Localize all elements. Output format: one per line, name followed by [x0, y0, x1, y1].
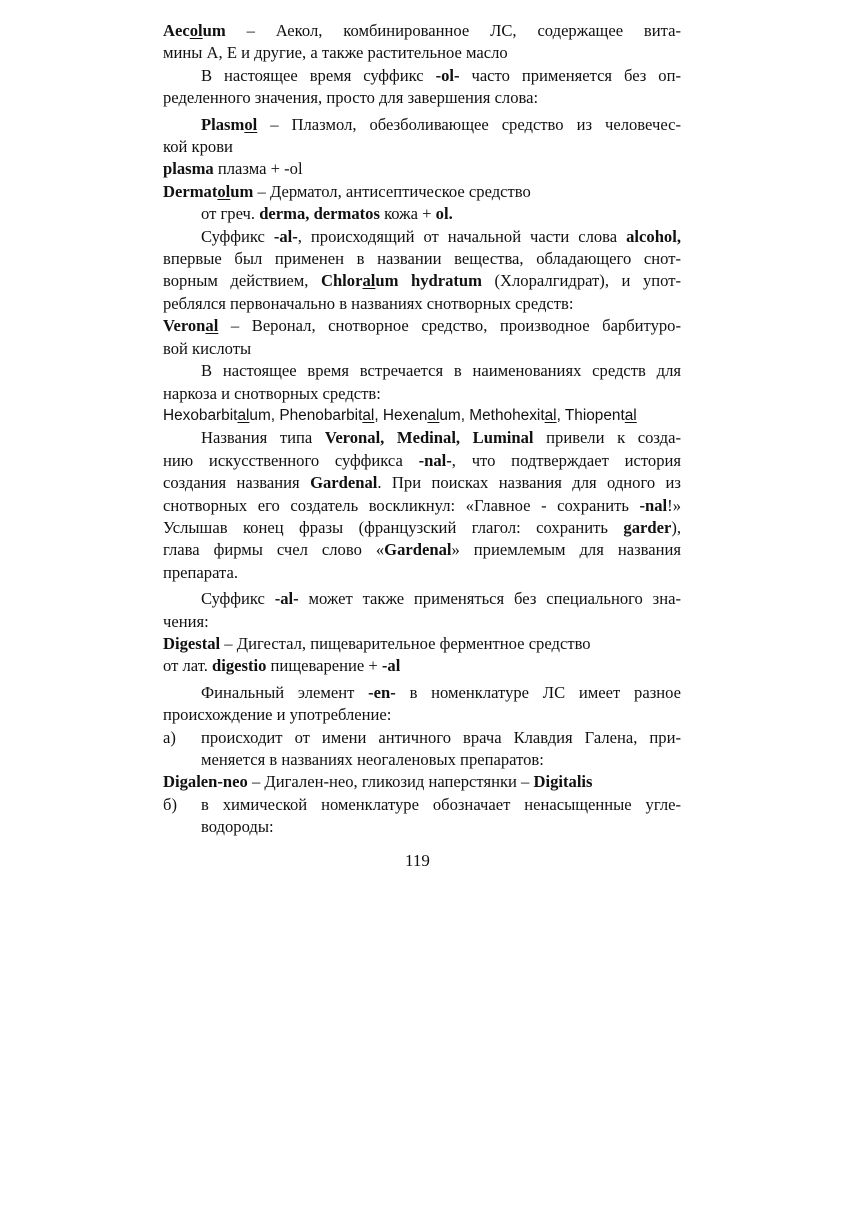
- term-part: um hydratum: [375, 271, 482, 291]
- paragraph-suffix-en: [163, 682, 681, 704]
- term: Gardenal: [384, 540, 452, 560]
- text: ворным действием,: [163, 271, 321, 291]
- text: , происходящий от начальной части слова: [297, 226, 627, 246]
- text: Суффикс: [201, 589, 275, 609]
- text-line: впервые был применен в названии вещества, обладающего снот-: [163, 249, 681, 269]
- text-line: ределенного значения, просто для завершения слова:: [163, 88, 539, 108]
- drug-underline: al: [362, 406, 375, 424]
- text: – Аекол, комбинированное ЛС, содержащее вита-: [225, 21, 681, 40]
- term: Digestal: [163, 633, 221, 653]
- text: , что подтверждает история: [451, 450, 682, 470]
- drug-underline: al: [624, 406, 637, 424]
- text: от лат.: [163, 656, 212, 676]
- etymology-derma: [163, 203, 681, 225]
- term: Veronal, Medinal, Luminal: [324, 428, 534, 448]
- text-line: происхождение и употребление:: [163, 705, 392, 725]
- text-line: в химической номенклатуре обозначает ненасыщенные угле-: [201, 794, 681, 814]
- text-line: препарата.: [163, 562, 238, 582]
- term-plasmol: [201, 115, 257, 134]
- text: » приемлемым для названия: [451, 540, 682, 560]
- term: ol.: [435, 204, 453, 224]
- text-line: чения:: [163, 611, 209, 631]
- text-line: [163, 270, 681, 292]
- suffix: -en-: [368, 682, 396, 702]
- text: Финальный элемент: [201, 682, 369, 702]
- text-line: [163, 517, 681, 539]
- suffix: -al-: [274, 589, 299, 609]
- text: создания названия: [163, 473, 311, 493]
- text: . При поисках названия для одного из: [377, 473, 681, 493]
- text: часто применяется без оп-: [459, 65, 681, 85]
- paragraph-aecolum: [163, 20, 681, 42]
- paragraph-narcosis: В настоящее время встречается в наименованиях средств для: [201, 361, 681, 381]
- paragraph-dermatolum: [163, 181, 681, 203]
- term: plasma: [163, 159, 214, 179]
- text: Суффикс: [201, 226, 274, 246]
- text: от греч.: [201, 204, 260, 224]
- text: – Дерматол, антисептическое средство: [253, 181, 531, 201]
- text-line: водороды:: [201, 817, 274, 837]
- etymology-plasma: [163, 158, 681, 180]
- drug-part: , Hexen: [374, 406, 428, 424]
- term: Gardenal: [310, 473, 378, 493]
- term-part: Dermat: [163, 181, 218, 201]
- term-part: Aec: [163, 21, 190, 40]
- text: – Плазмол, обезболивающее средство из человечес-: [257, 114, 681, 134]
- text: глава фирмы счел слово «: [163, 540, 385, 560]
- drug-underline: al: [237, 406, 250, 424]
- term: derma, dermatos: [259, 204, 380, 224]
- paragraph-suffix-ol: [163, 65, 681, 87]
- suffix: -nal: [639, 495, 668, 515]
- page-body: [163, 20, 681, 839]
- page-number: 119: [405, 851, 430, 870]
- paragraph-suffix-al-neutral: [163, 588, 681, 610]
- paragraph-plasmol: [163, 114, 681, 136]
- paragraph-veronal: [163, 315, 681, 337]
- text: привели к созда-: [533, 428, 681, 448]
- text-line: происходит от имени античного врача Клавдия Галена, при-: [201, 727, 681, 747]
- suffix: -al: [381, 656, 401, 676]
- drug-list: [163, 405, 681, 427]
- term-underline: al: [205, 316, 219, 336]
- text-line: меняется в названиях неогаленовых препаратов:: [201, 750, 544, 769]
- text-line: [163, 495, 681, 517]
- term-chloralum: [321, 271, 482, 290]
- term-underline: ol: [244, 114, 258, 134]
- text-line: реблялся первоначально в названиях снотворных средств:: [163, 293, 574, 313]
- term-underline: al: [362, 271, 376, 291]
- text: нию искусственного суффикса: [163, 450, 419, 470]
- term-underline: ol: [189, 21, 203, 40]
- text: В настоящее время суффикс: [201, 65, 436, 85]
- text-line: вой кислоты: [163, 338, 252, 358]
- text-line: [163, 539, 681, 561]
- text-line: [163, 472, 681, 494]
- paragraph-digalen: [163, 771, 681, 793]
- term-aecolum: [163, 21, 226, 40]
- drug-part: Hexobarbit: [163, 406, 238, 424]
- suffix: -al-: [273, 226, 298, 246]
- list-marker: а): [163, 727, 176, 747]
- paragraph-nal: [163, 427, 681, 449]
- text: в номенклатуре ЛС имеет разное: [395, 682, 681, 702]
- suffix: -nal-: [418, 450, 452, 470]
- text: !»: [667, 495, 681, 515]
- drug-underline: al: [427, 406, 440, 424]
- term-veronal: [163, 316, 218, 335]
- text: Услышав конец фразы (французский глагол: сохранить: [163, 517, 624, 537]
- list-marker: б): [163, 794, 177, 814]
- list-item-a: [163, 727, 681, 772]
- term-underline: ol: [217, 181, 231, 201]
- suffix: -ol-: [435, 65, 460, 85]
- text: кожа +: [379, 204, 436, 224]
- term-part: um: [202, 21, 226, 40]
- drug-part: , Thiopent: [556, 406, 625, 424]
- term-part: um: [230, 181, 254, 201]
- text: снотворных его создатель воскликнул: «Главное - сохранить: [163, 495, 640, 515]
- etymology-digestio: [163, 655, 681, 677]
- term-part: Plasm: [201, 114, 245, 134]
- list-item-b: [163, 794, 681, 839]
- text: (Хлоралгидрат), и упот-: [481, 271, 681, 291]
- text: Названия типа: [201, 428, 325, 448]
- term: digestio: [212, 656, 267, 676]
- term-dermatolum: [163, 182, 253, 201]
- drug-part: um, Methohexit: [439, 406, 545, 424]
- text: – Дигален-нео, гликозид наперстянки –: [247, 772, 534, 792]
- text: – Дигестал, пищеварительное ферментное средство: [220, 633, 591, 653]
- drug-underline: al: [544, 406, 557, 424]
- term-part: Chlor: [320, 271, 363, 291]
- term: garder: [623, 517, 672, 537]
- text: пищеварение +: [266, 656, 382, 676]
- text: может также применяться без специального зна-: [298, 589, 681, 609]
- paragraph-digestal: [163, 633, 681, 655]
- text-line: кой крови: [163, 137, 233, 157]
- term: alcohol,: [626, 226, 681, 246]
- paragraph-suffix-al: [163, 226, 681, 248]
- text-line: мины А, Е и другие, а также растительное масло: [163, 43, 508, 63]
- text-line: наркоза и снотворных средств:: [163, 383, 381, 403]
- term: Digitalis: [533, 772, 593, 792]
- text-line: [163, 450, 681, 472]
- text: – Веронал, снотворное средство, производное барбитуро-: [218, 316, 681, 336]
- term: Digalen-neo: [163, 772, 248, 792]
- term-part: Veron: [163, 316, 206, 336]
- text: плазма + -ol: [213, 159, 303, 179]
- drug-part: um, Phenobarbit: [249, 406, 363, 424]
- text: ),: [671, 517, 681, 537]
